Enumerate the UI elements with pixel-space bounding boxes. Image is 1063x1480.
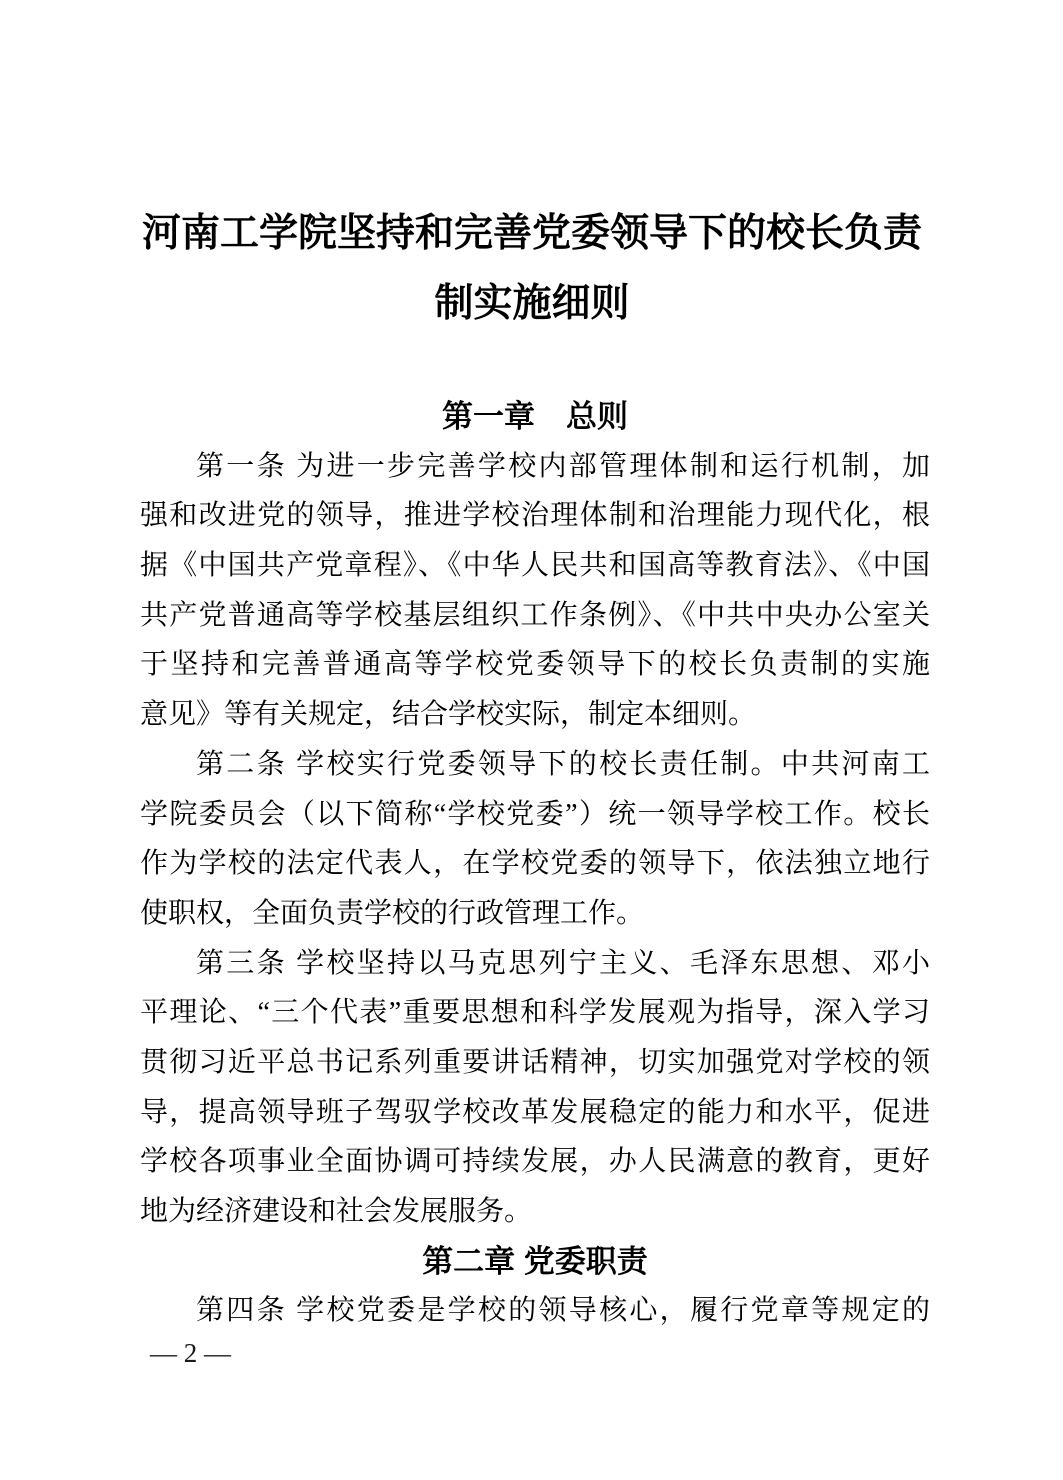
paragraph-line: 平理论、“三个代表”重要思想和科学发展观为指导，深入学习	[140, 997, 930, 1029]
paragraph-line: 贯彻习近平总书记系列重要讲话精神，切实加强党对学校的领	[140, 1046, 930, 1078]
paragraph-line: 第三条 学校坚持以马克思列宁主义、毛泽东思想、邓小	[196, 947, 930, 979]
paragraph-line: 导，提高领导班子驾驭学校改革发展稳定的能力和水平，促进	[140, 1096, 930, 1128]
paragraph-line: 共产党普通高等学校基层组织工作条例》、《中共中央办公室关	[140, 599, 930, 631]
paragraph-article-2	[140, 740, 930, 939]
paragraph-article-3	[140, 939, 930, 1237]
paragraph-line: 学院委员会（以下简称“学校党委”）统一领导学校工作。校长	[140, 798, 930, 830]
paragraph-line: 据《中国共产党章程》、《中华人民共和国高等教育法》、《中国	[140, 550, 930, 582]
paragraph-line: 第二条 学校实行党委领导下的校长责任制。中共河南工	[196, 748, 930, 780]
paragraph-line: 作为学校的法定代表人，在学校党委的领导下，依法独立地行	[140, 848, 930, 880]
paragraph-line: 使职权，全面负责学校的行政管理工作。	[140, 897, 645, 929]
paragraph-line: 意见》等有关规定，结合学校实际，制定本细则。	[140, 699, 757, 731]
title-line-2: 制实施细则	[434, 282, 630, 325]
paragraph-line: 第一条 为进一步完善学校内部管理体制和运行机制，加	[196, 450, 930, 482]
paragraph-line: 第四条 学校党委是学校的领导核心，履行党章等规定的	[196, 1295, 930, 1327]
title-line-1: 河南工学院坚持和完善党委领导下的校长负责	[141, 212, 922, 255]
paragraph-line: 学校各项事业全面协调可持续发展，办人民满意的教育，更好	[140, 1146, 930, 1178]
document-body	[140, 392, 930, 1336]
paragraph-line: 地为经济建设和社会发展服务。	[140, 1196, 533, 1227]
document-title	[137, 199, 927, 339]
paragraph-article-4	[140, 1286, 930, 1336]
chapter-2-heading: 第二章 党委职责	[422, 1243, 648, 1279]
paragraph-article-1	[140, 442, 930, 740]
chapter-1-heading: 第一章 总则	[442, 399, 628, 434]
page-number: — 2 —	[150, 1338, 231, 1368]
paragraph-line: 于坚持和完善普通高等学校党委领导下的校长负责制的实施	[140, 649, 930, 681]
paragraph-line: 强和改进党的领导，推进学校治理体制和治理能力现代化，根	[140, 500, 930, 532]
